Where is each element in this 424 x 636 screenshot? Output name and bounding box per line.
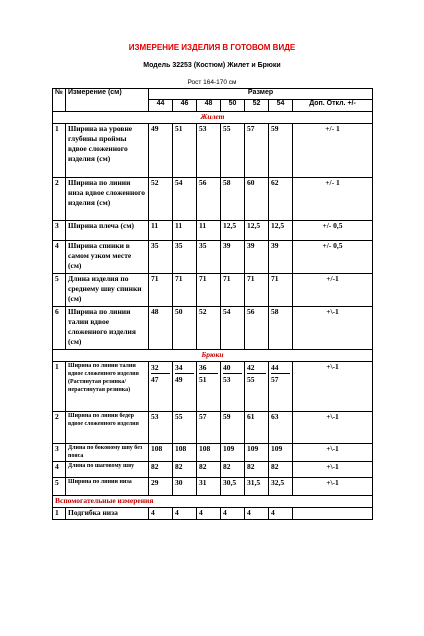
row-number: 1 <box>53 124 66 178</box>
row-number: 3 <box>53 221 66 241</box>
size-value <box>221 362 245 412</box>
size-value: 108 <box>149 444 173 462</box>
size-value: 32,5 <box>269 478 293 496</box>
measurement-name: Ширина по линии низа <box>66 478 149 496</box>
header-size-col: 46 <box>173 100 197 112</box>
size-value: 58 <box>221 178 245 221</box>
measurement-name: Ширина по линии низа вдвое сложенного изделия (см) <box>66 178 149 221</box>
size-value: 82 <box>269 462 293 478</box>
row-number: 3 <box>53 444 66 462</box>
table-row <box>53 478 373 496</box>
section-aux: Вспомогательные измерения <box>53 496 373 508</box>
size-value: 109 <box>221 444 245 462</box>
size-value: 30 <box>173 478 197 496</box>
size-value: 29 <box>149 478 173 496</box>
row-number: 4 <box>53 462 66 478</box>
table-row <box>53 362 373 412</box>
measurement-name: Подгибка низа <box>66 508 149 520</box>
section-vest: Жилет <box>53 112 373 124</box>
size-value: 12,5 <box>245 221 269 241</box>
row-number: 2 <box>53 178 66 221</box>
measurement-name: Ширина на уровне глубины проймы вдвое сложенного изделия (см) <box>66 124 149 178</box>
size-value: 55 <box>221 124 245 178</box>
size-value: 53 <box>197 124 221 178</box>
size-value: 54 <box>173 178 197 221</box>
relaxed-value: 55 <box>247 373 266 385</box>
header-size-col: 44 <box>149 100 173 112</box>
tolerance-value <box>293 508 373 520</box>
header-size-col: 48 <box>197 100 221 112</box>
table-row <box>53 508 373 520</box>
size-value <box>197 362 221 412</box>
size-value: 56 <box>245 307 269 350</box>
header-measure: Измерение (см) <box>66 89 149 112</box>
tolerance-value: +/-1 <box>293 274 373 307</box>
stretched-value: 40 <box>223 363 231 372</box>
size-value <box>149 362 173 412</box>
row-number: 4 <box>53 241 66 274</box>
size-value: 35 <box>149 241 173 274</box>
size-value: 35 <box>173 241 197 274</box>
row-number: 5 <box>53 274 66 307</box>
relaxed-value: 51 <box>199 373 218 385</box>
size-value: 82 <box>221 462 245 478</box>
size-value: 4 <box>221 508 245 520</box>
size-value: 39 <box>221 241 245 274</box>
size-value: 11 <box>149 221 173 241</box>
size-value: 109 <box>245 444 269 462</box>
tolerance-value: +/- 1 <box>293 178 373 221</box>
relaxed-value: 49 <box>175 373 194 385</box>
size-value <box>173 362 197 412</box>
size-value: 109 <box>269 444 293 462</box>
size-value: 71 <box>269 274 293 307</box>
relaxed-value: 53 <box>223 373 242 385</box>
tolerance-value: +/- 1 <box>293 124 373 178</box>
size-value: 71 <box>197 274 221 307</box>
tolerance-value: +\-1 <box>293 478 373 496</box>
size-value: 4 <box>149 508 173 520</box>
stretched-value: 42 <box>247 363 255 372</box>
size-value: 71 <box>173 274 197 307</box>
size-value: 82 <box>173 462 197 478</box>
height-label: Рост 164-170 см <box>187 79 237 86</box>
measurement-name: Ширина по линии талии вдвое сложенного изделия (Растянутая резинка/ нерастянутая резинка) <box>66 362 149 412</box>
row-number: 6 <box>53 307 66 350</box>
size-value: 63 <box>269 412 293 444</box>
size-value: 11 <box>197 221 221 241</box>
measurement-name: Ширина по линии бедер вдвое сложенного изделия <box>66 412 149 444</box>
size-value: 57 <box>197 412 221 444</box>
size-value: 4 <box>245 508 269 520</box>
size-value: 39 <box>269 241 293 274</box>
relaxed-value: 47 <box>151 373 170 385</box>
measurement-name: Ширина спинки в самом узком месте (см) <box>66 241 149 274</box>
size-value: 31 <box>197 478 221 496</box>
tolerance-value: +\-1 <box>293 444 373 462</box>
tolerance-value: +\-1 <box>293 307 373 350</box>
size-value: 82 <box>197 462 221 478</box>
size-value: 31,5 <box>245 478 269 496</box>
size-value: 52 <box>197 307 221 350</box>
size-value: 71 <box>221 274 245 307</box>
size-value <box>269 362 293 412</box>
row-number: 1 <box>53 508 66 520</box>
measurement-table <box>52 88 373 520</box>
size-value: 4 <box>269 508 293 520</box>
size-value: 53 <box>149 412 173 444</box>
size-value: 50 <box>173 307 197 350</box>
relaxed-value: 57 <box>271 373 290 385</box>
header-size-col: 54 <box>269 100 293 112</box>
document-title: ИЗМЕРЕНИЕ ИЗДЕЛИЯ В ГОТОВОМ ВИДЕ <box>128 43 296 52</box>
row-number: 2 <box>53 412 66 444</box>
model-title: Модель 32253 (Костюм) Жилет и Брюки <box>143 62 281 69</box>
table-row <box>53 241 373 274</box>
header-tolerance: Доп. Откл. +/- <box>293 100 373 112</box>
stretched-value: 32 <box>151 363 159 372</box>
size-value: 59 <box>269 124 293 178</box>
size-value: 48 <box>149 307 173 350</box>
size-value: 35 <box>197 241 221 274</box>
size-value: 62 <box>269 178 293 221</box>
tolerance-value: +\-1 <box>293 462 373 478</box>
size-value: 30,5 <box>221 478 245 496</box>
size-value: 61 <box>245 412 269 444</box>
table-row <box>53 274 373 307</box>
size-value: 55 <box>173 412 197 444</box>
size-value: 39 <box>245 241 269 274</box>
size-value: 12,5 <box>221 221 245 241</box>
size-value: 52 <box>149 178 173 221</box>
table-row <box>53 178 373 221</box>
size-value: 12,5 <box>269 221 293 241</box>
header-size: Размер <box>149 89 373 100</box>
tolerance-value: +/- 0,5 <box>293 241 373 274</box>
table-row <box>53 444 373 462</box>
size-value: 4 <box>197 508 221 520</box>
measurement-name: Длина изделия по среднему шву спинки (см) <box>66 274 149 307</box>
table-row <box>53 412 373 444</box>
size-value: 71 <box>149 274 173 307</box>
size-value <box>245 362 269 412</box>
size-value: 11 <box>173 221 197 241</box>
header-size-col: 50 <box>221 100 245 112</box>
size-value: 4 <box>173 508 197 520</box>
table-row <box>53 307 373 350</box>
stretched-value: 34 <box>175 363 183 372</box>
size-value: 71 <box>245 274 269 307</box>
stretched-value: 44 <box>271 363 279 372</box>
section-pants: Брюки <box>53 350 373 362</box>
header-num: № <box>53 89 66 112</box>
tolerance-value: +/- 0,5 <box>293 221 373 241</box>
measurement-name: Длина по боковому шву без пояса <box>66 444 149 462</box>
size-value: 56 <box>197 178 221 221</box>
size-value: 108 <box>173 444 197 462</box>
size-value: 82 <box>245 462 269 478</box>
stretched-value: 36 <box>199 363 207 372</box>
tolerance-value: +\-1 <box>293 362 373 412</box>
size-value: 51 <box>173 124 197 178</box>
size-value: 82 <box>149 462 173 478</box>
measurement-name: Ширина по линии талии вдвое сложенного изделия (см) <box>66 307 149 350</box>
header-size-col: 52 <box>245 100 269 112</box>
row-number: 1 <box>53 362 66 412</box>
table-row <box>53 462 373 478</box>
measurement-name: Ширина плеча (см) <box>66 221 149 241</box>
size-value: 54 <box>221 307 245 350</box>
size-value: 58 <box>269 307 293 350</box>
size-value: 59 <box>221 412 245 444</box>
measurement-name: Длина по шаговому шву <box>66 462 149 478</box>
size-value: 57 <box>245 124 269 178</box>
size-value: 108 <box>197 444 221 462</box>
table-row <box>53 221 373 241</box>
table-row <box>53 124 373 178</box>
row-number: 5 <box>53 478 66 496</box>
tolerance-value: +\-1 <box>293 412 373 444</box>
size-value: 49 <box>149 124 173 178</box>
size-value: 60 <box>245 178 269 221</box>
